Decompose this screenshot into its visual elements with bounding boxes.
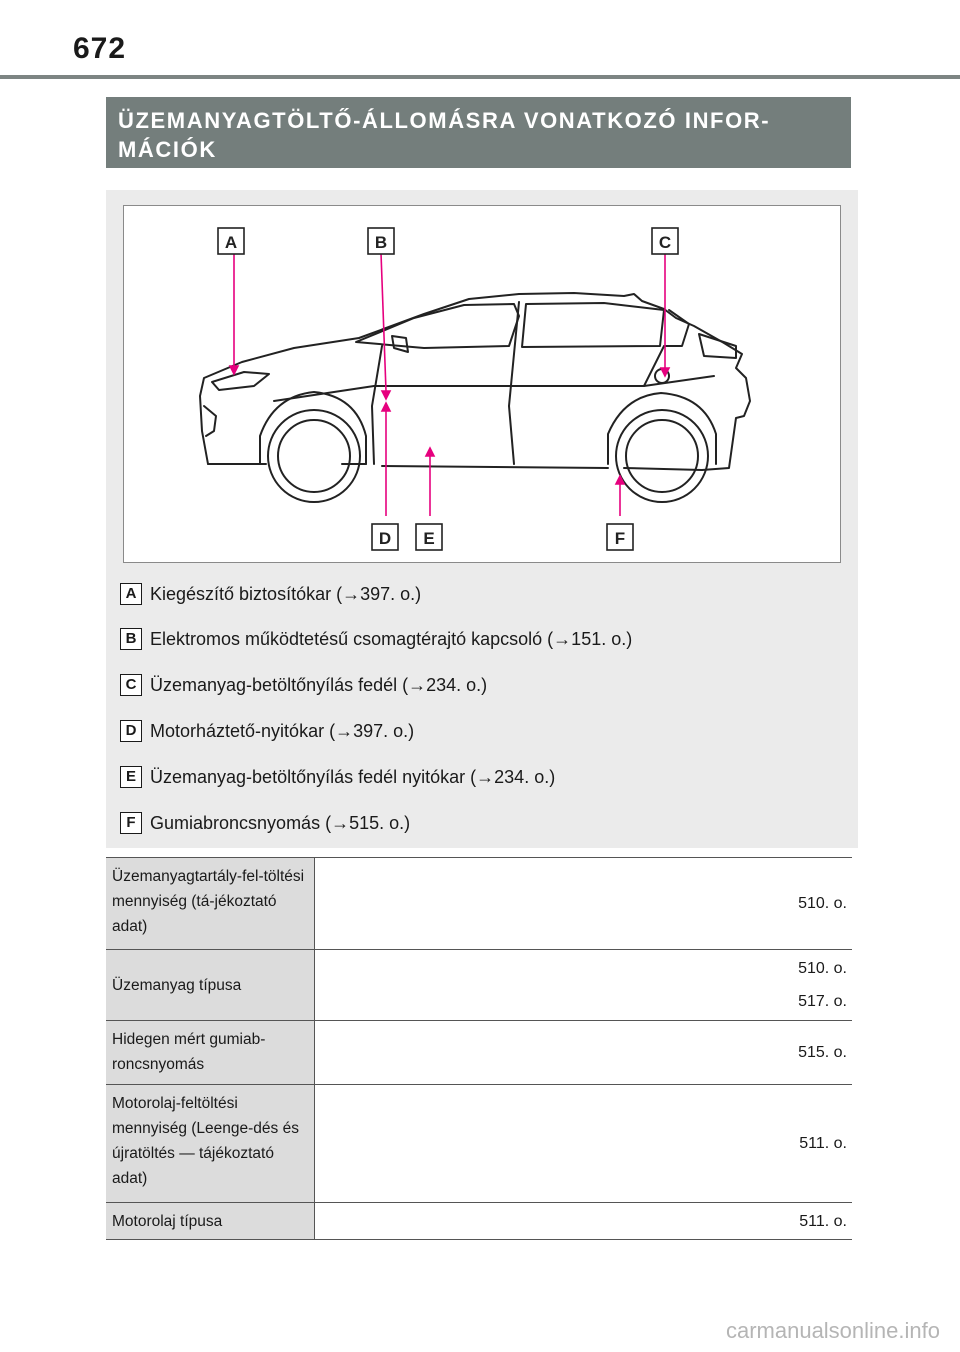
header-rule [0,75,960,79]
row-value [314,950,852,1021]
legend-key: C [120,674,142,696]
legend-key: F [120,812,142,834]
callout-c: C [658,233,672,252]
section-header [106,97,851,168]
legend-key: B [120,628,142,650]
callout-a: A [224,233,238,252]
row-label: Üzemanyag típusa [106,950,314,1021]
car-side-illustration [123,205,841,563]
car-outline-drawing [124,206,842,564]
page-reference: 510. o. [798,960,847,977]
callout-d: D [378,529,392,548]
specification-table [106,857,852,1240]
page-reference: 510. o. [798,895,847,912]
row-label: Üzemanyagtartály-fel-töltési mennyiség (tá-jékoztató adat) [106,858,314,950]
legend-item [120,581,421,607]
legend-key: A [120,583,142,605]
legend-text: Motorháztető-nyitókar (→397. o.) [150,720,415,741]
page-reference: 515. o. [798,1044,847,1061]
page-reference: 517. o. [798,993,847,1010]
callout-labels [218,228,678,550]
legend-item [120,672,487,698]
table-row [106,950,852,1021]
row-value [314,1021,852,1085]
row-value [314,1085,852,1203]
table-row [106,858,852,950]
row-label: Motorolaj típusa [106,1203,314,1240]
page-number: 672 [73,32,127,65]
legend-text: Üzemanyag-betöltőnyílás fedél nyitókar (→234. o.) [150,766,556,787]
table-row [106,1085,852,1203]
legend-key: D [120,720,142,742]
row-value [314,858,852,950]
page-reference: 511. o. [799,1212,847,1230]
legend-text: Kiegészítő biztosítókar (→397. o.) [150,583,422,604]
callout-b: B [374,233,388,252]
table-row [106,1203,852,1240]
legend-item [120,626,632,652]
section-title: ÜZEMANYAGTÖLTŐ-ÁLLOMÁSRA VONATKOZÓ INFOR-MÁCIÓK [118,108,771,162]
page-reference: 511. o. [799,1135,847,1152]
callout-f: F [614,529,626,548]
row-label: Motorolaj-feltöltési mennyiség (Leenge-dés és újratöltés — tájékoztató adat) [106,1085,314,1203]
legend-key: E [120,766,142,788]
row-label: Hidegen mért gumiab-roncsnyomás [106,1021,314,1085]
watermark: carmanualsonline.info [725,1318,940,1343]
legend-text: Elektromos működtetésű csomagtérajtó kapcsoló (→151. o.) [150,628,633,649]
row-value [314,1203,852,1240]
legend-item [120,718,414,744]
legend-item [120,810,410,836]
legend-text: Üzemanyag-betöltőnyílás fedél (→234. o.) [150,674,488,695]
table-row [106,1021,852,1085]
callout-e: E [423,529,435,548]
legend-item [120,764,555,790]
legend-text: Gumiabroncsnyomás (→515. o.) [150,812,411,833]
